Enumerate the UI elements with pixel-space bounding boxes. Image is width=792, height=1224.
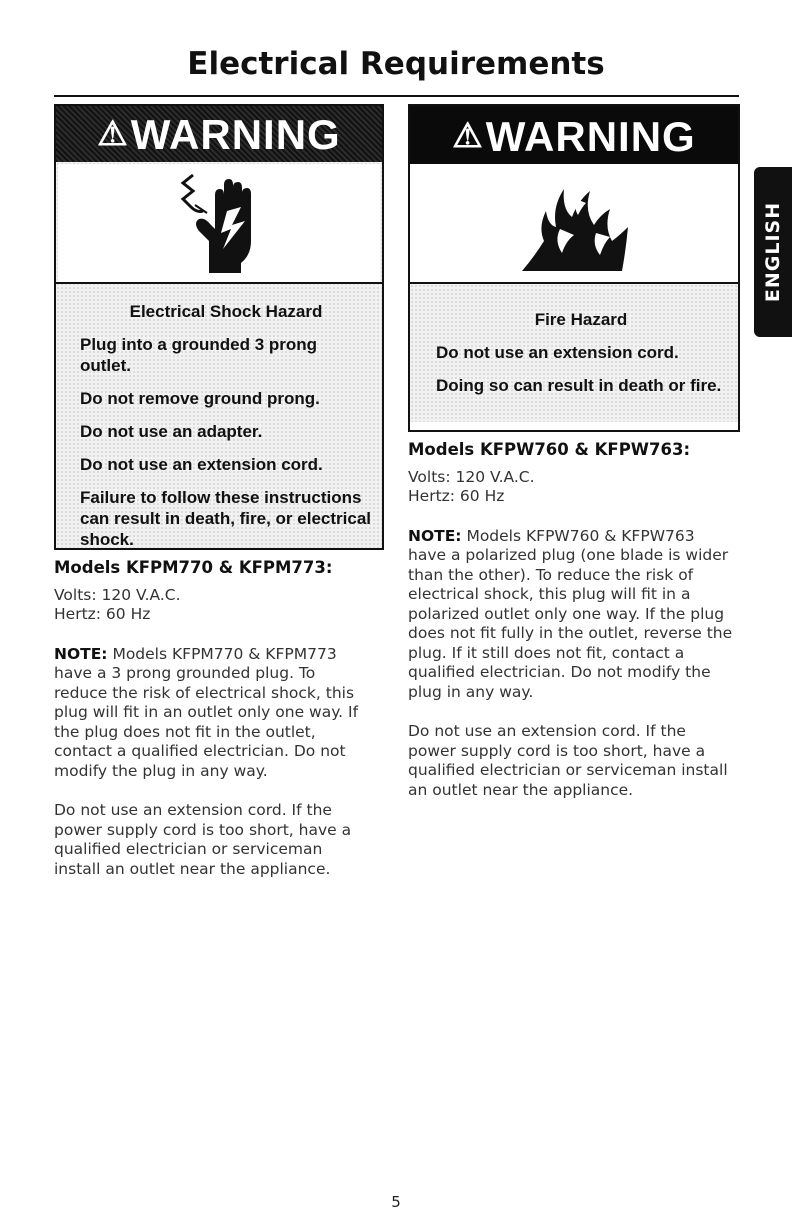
title-rule: [54, 95, 739, 97]
left-note: [54, 645, 372, 782]
fire-flames-icon: [410, 164, 738, 282]
shock-line-1: Plug into a grounded 3 prong outlet.: [80, 335, 318, 375]
page-number: 5: [391, 1193, 401, 1211]
left-hertz: Hertz: 60 Hz: [54, 605, 151, 623]
page-title: Electrical Requirements: [187, 46, 605, 82]
shock-line-4: Do not use an extension cord.: [80, 455, 323, 474]
shock-line-5: Failure to follow these instructions can result in death, fire, or electrical shock.: [80, 488, 371, 549]
electric-shock-hand-icon: [58, 164, 380, 282]
warning-triangle-icon: ⚠: [97, 115, 129, 153]
right-note: [408, 527, 734, 703]
shock-warning-title: WARNING: [130, 111, 341, 158]
right-hertz: Hertz: 60 Hz: [408, 487, 505, 505]
fire-hazard-title: Fire Hazard: [534, 310, 628, 329]
shock-line-3: Do not use an adapter.: [80, 422, 263, 441]
shock-line-2: Do not remove ground prong.: [80, 389, 320, 408]
right-volts: Volts: 120 V.A.C.: [408, 467, 535, 486]
fire-warning-title: WARNING: [485, 113, 696, 160]
fire-warning-box: [408, 104, 740, 432]
shock-hazard-title: Electrical Shock Hazard: [129, 302, 323, 321]
right-note-text: Models KFPW760 & KFPW763 have a polarized plug (one blade is wider than the other). To reduce the risk of electrical shock, this plug will fit in a polarized outlet only one way. If the plug does not fit fully in the outlet, reverse the plug. If it still does not fit, contact a qualified electrician. Do not modify the plug in any way.: [408, 526, 733, 701]
fire-warning-header: [410, 106, 738, 164]
fire-hazard-text: [410, 282, 738, 422]
shock-warning-box: [54, 104, 384, 550]
language-tab-label: ENGLISH: [762, 201, 784, 303]
left-models-section: [54, 558, 372, 879]
right-extension-text: Do not use an extension cord. If the power supply cord is too short, have a qualified electrician or serviceman install an outlet near the appliance.: [408, 722, 728, 799]
language-tab: [754, 167, 792, 337]
left-note-label: NOTE:: [54, 644, 108, 663]
warning-triangle-icon: ⚠: [452, 117, 484, 155]
fire-line-2: Doing so can result in death or fire.: [436, 376, 722, 395]
left-models-heading: Models KFPM770 & KFPM773:: [54, 558, 333, 577]
left-note-text: Models KFPM770 & KFPM773 have a 3 prong grounded plug. To reduce the risk of electrical shock, this plug will fit in an outlet only one way. If the plug does not fit in the outlet, contact a qualified electrician. Do not modify the plug in any way.: [54, 644, 359, 780]
left-volts: Volts: 120 V.A.C.: [54, 585, 181, 604]
fire-line-1: Do not use an extension cord.: [436, 343, 679, 362]
right-models-section: [408, 440, 734, 800]
right-note-label: NOTE:: [408, 526, 462, 545]
left-extension-text: Do not use an extension cord. If the power supply cord is too short, have a qualified electrician or serviceman install an outlet near the appliance.: [54, 801, 352, 878]
shock-warning-header: [56, 106, 382, 162]
shock-hazard-text: [56, 282, 382, 550]
right-models-heading: Models KFPW760 & KFPW763:: [408, 440, 691, 459]
